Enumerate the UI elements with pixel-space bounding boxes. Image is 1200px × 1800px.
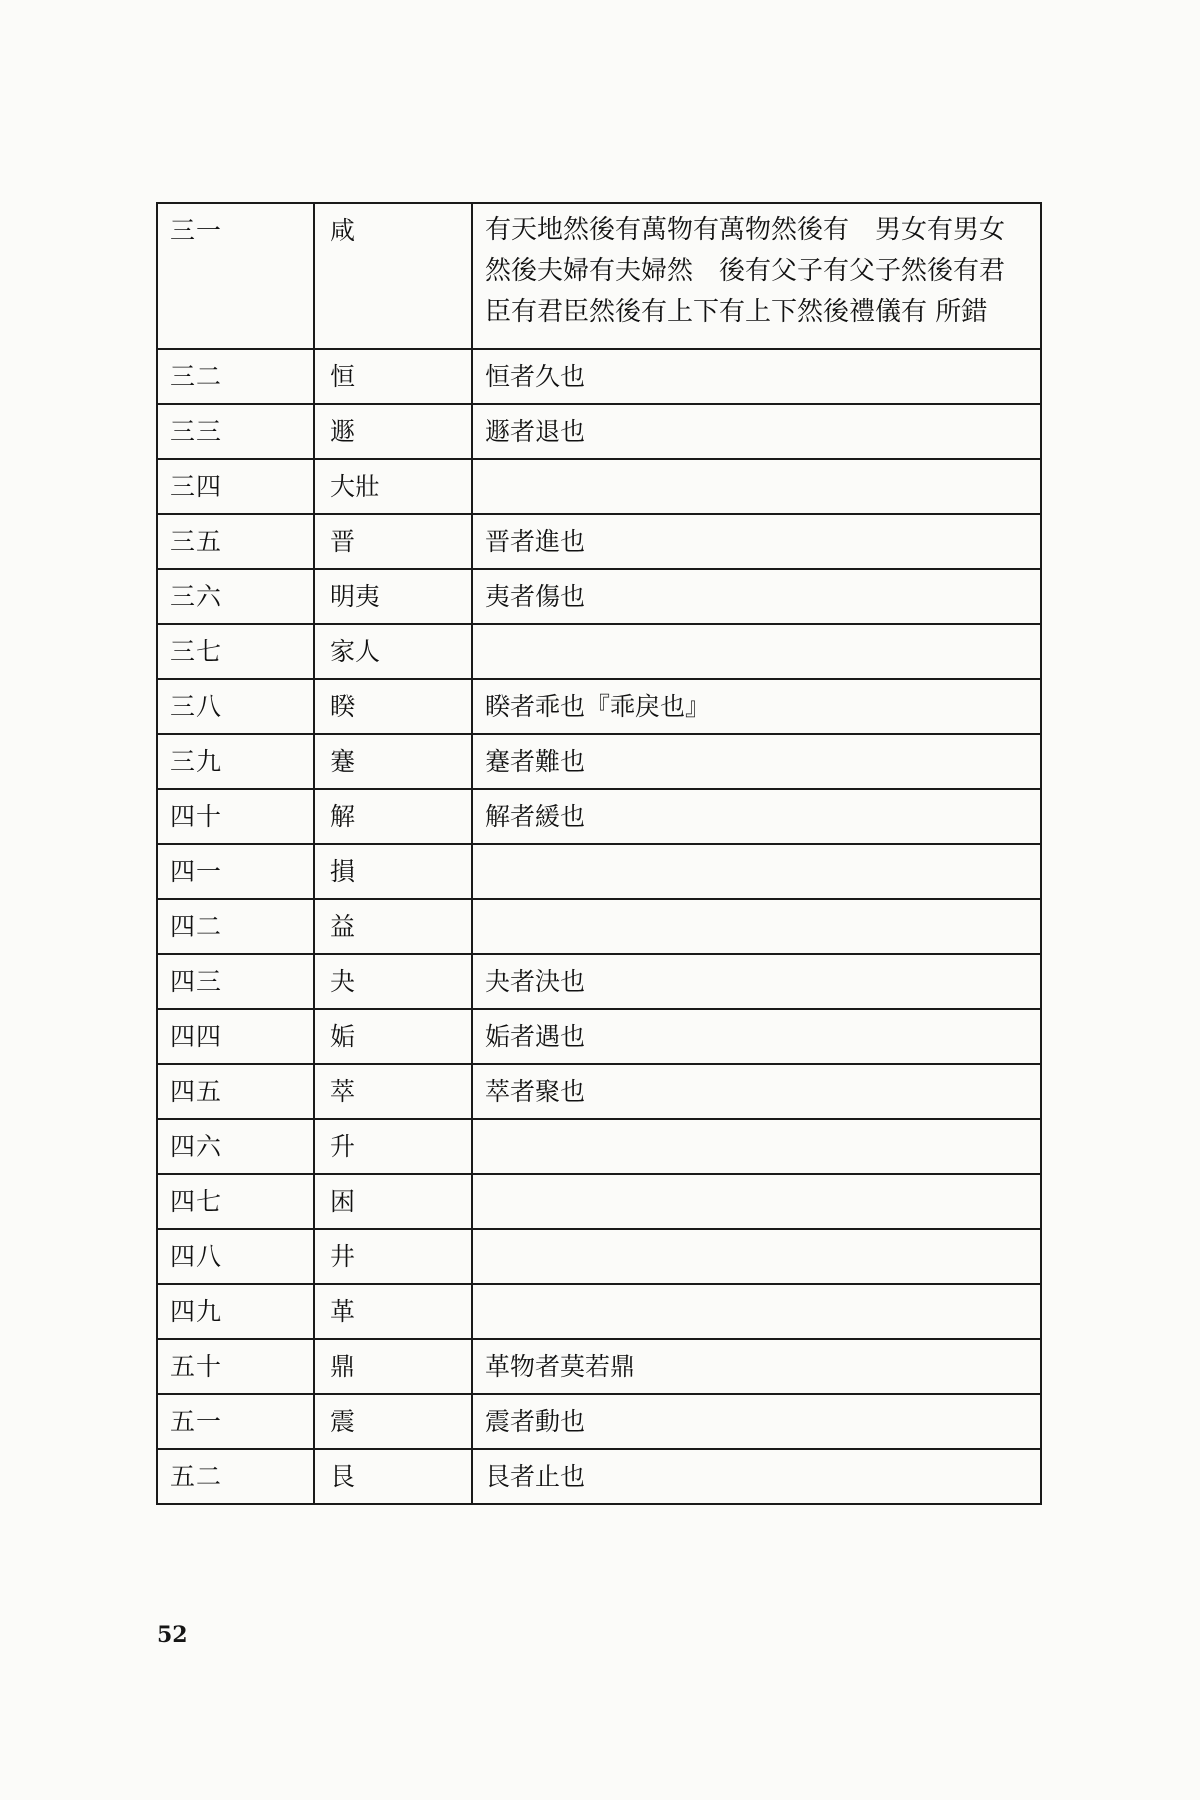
hexagram-name: 困: [314, 1174, 472, 1229]
table-row: [157, 1174, 1041, 1229]
hexagram-name: 蹇: [314, 734, 472, 789]
hexagram-number: 四九: [157, 1284, 314, 1339]
hexagram-number: 三四: [157, 459, 314, 514]
page-number: 52: [157, 1622, 188, 1648]
hexagram-name: 損: [314, 844, 472, 899]
hexagram-name: 鼎: [314, 1339, 472, 1394]
table-row: [157, 1229, 1041, 1284]
hexagram-number: 四二: [157, 899, 314, 954]
table-row: [157, 789, 1041, 844]
hexagram-name: 睽: [314, 679, 472, 734]
hexagram-note: [472, 1229, 1041, 1284]
table-row: [157, 679, 1041, 734]
hexagram-number: 四五: [157, 1064, 314, 1119]
hexagram-name: 艮: [314, 1449, 472, 1504]
hexagram-note: [472, 1284, 1041, 1339]
hexagram-note: 萃者聚也: [472, 1064, 1041, 1119]
table-row: [157, 1394, 1041, 1449]
table-row: [157, 624, 1041, 679]
hexagram-note: 艮者止也: [472, 1449, 1041, 1504]
hexagram-name: 革: [314, 1284, 472, 1339]
hexagram-note: [472, 844, 1041, 899]
table-row: [157, 514, 1041, 569]
hexagram-name: 明夷: [314, 569, 472, 624]
hexagram-name: 升: [314, 1119, 472, 1174]
hexagram-number: 四一: [157, 844, 314, 899]
hexagram-note: [472, 899, 1041, 954]
hexagram-note: 姤者遇也: [472, 1009, 1041, 1064]
hexagram-name: 夬: [314, 954, 472, 1009]
hexagram-number: 三七: [157, 624, 314, 679]
table-row: [157, 459, 1041, 514]
hexagram-name: 家人: [314, 624, 472, 679]
hexagram-number: 三六: [157, 569, 314, 624]
hexagram-number: 四三: [157, 954, 314, 1009]
hexagram-name: 解: [314, 789, 472, 844]
hexagram-number: 五一: [157, 1394, 314, 1449]
table-row: [157, 203, 1041, 349]
hexagram-note: 恒者久也: [472, 349, 1041, 404]
table-row: [157, 1119, 1041, 1174]
table-row: [157, 1284, 1041, 1339]
hexagram-number: 三五: [157, 514, 314, 569]
hexagram-number: 三九: [157, 734, 314, 789]
hexagram-number: 四四: [157, 1009, 314, 1064]
hexagram-name: 晋: [314, 514, 472, 569]
table-row: [157, 1339, 1041, 1394]
hexagram-note: 晋者進也: [472, 514, 1041, 569]
hexagram-name: 震: [314, 1394, 472, 1449]
hexagram-name: 萃: [314, 1064, 472, 1119]
hexagram-number: 四八: [157, 1229, 314, 1284]
table-row: [157, 569, 1041, 624]
hexagram-name: 咸: [314, 203, 472, 349]
hexagram-note: 睽者乖也『乖戾也』: [472, 679, 1041, 734]
table-row: [157, 734, 1041, 789]
hexagram-name: 益: [314, 899, 472, 954]
hexagram-number: 五十: [157, 1339, 314, 1394]
hexagram-name: 遯: [314, 404, 472, 459]
hexagram-number: 三二: [157, 349, 314, 404]
table-row: [157, 1449, 1041, 1504]
hexagram-note: [472, 1119, 1041, 1174]
hexagram-name: 井: [314, 1229, 472, 1284]
table-row: [157, 1064, 1041, 1119]
hexagram-name: 恒: [314, 349, 472, 404]
hexagram-number: 四十: [157, 789, 314, 844]
table-row: [157, 899, 1041, 954]
hexagram-note: 夷者傷也: [472, 569, 1041, 624]
hexagram-note: [472, 624, 1041, 679]
table-row: [157, 404, 1041, 459]
hexagram-note: [472, 1174, 1041, 1229]
hexagram-number: 三三: [157, 404, 314, 459]
hexagram-number: 四七: [157, 1174, 314, 1229]
table-row: [157, 349, 1041, 404]
hexagram-note: 遯者退也: [472, 404, 1041, 459]
hexagram-note: [472, 459, 1041, 514]
table-row: [157, 954, 1041, 1009]
table-row: [157, 1009, 1041, 1064]
hexagram-number: 三八: [157, 679, 314, 734]
hexagram-note: 解者緩也: [472, 789, 1041, 844]
hexagram-name: 姤: [314, 1009, 472, 1064]
hexagram-note: 有天地然後有萬物有萬物然後有 男女有男女然後夫婦有夫婦然 後有父子有父子然後有君 臣有君臣然後有上下有上下然後禮儀有 所錯: [472, 203, 1041, 349]
hexagram-number: 四六: [157, 1119, 314, 1174]
hexagram-note: 夬者決也: [472, 954, 1041, 1009]
table-row: [157, 844, 1041, 899]
hexagram-note: 蹇者難也: [472, 734, 1041, 789]
hexagram-note: 革物者莫若鼎: [472, 1339, 1041, 1394]
hexagram-number: 三一: [157, 203, 314, 349]
hexagram-table: [156, 202, 1042, 1505]
hexagram-note: 震者動也: [472, 1394, 1041, 1449]
hexagram-number: 五二: [157, 1449, 314, 1504]
hexagram-name: 大壯: [314, 459, 472, 514]
